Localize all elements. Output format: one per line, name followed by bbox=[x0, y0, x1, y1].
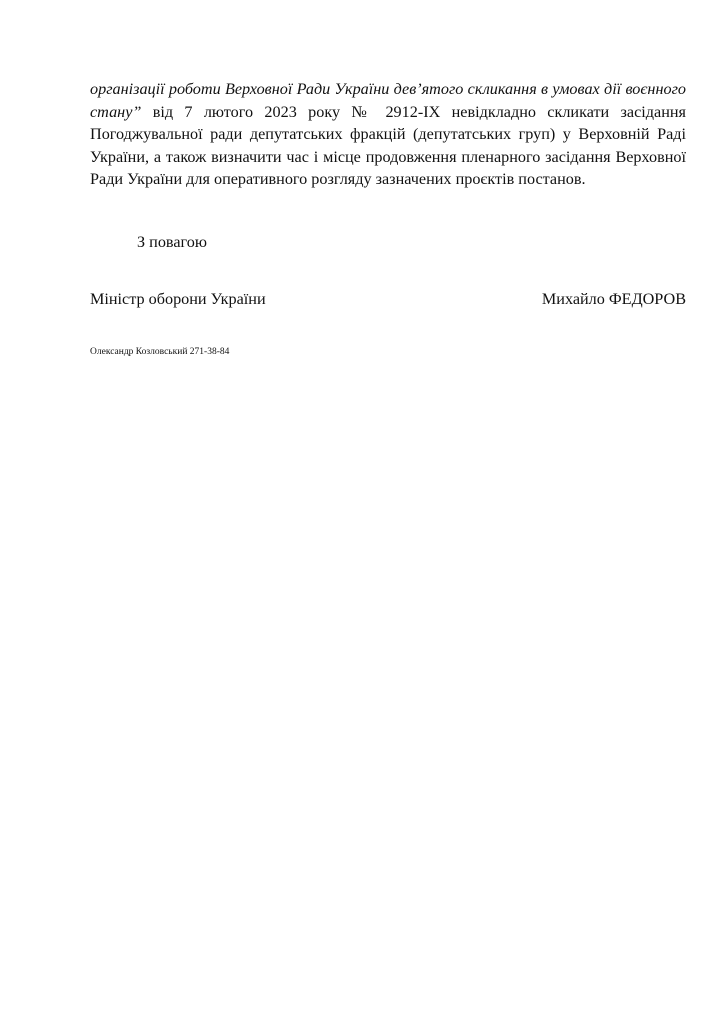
resolution-title-italic: організації роботи Верховної Ради України дев’ятого скликання в умовах дії воєнного стану” bbox=[90, 80, 686, 121]
letter-body-paragraph bbox=[90, 78, 686, 191]
closing-phrase: З повагою bbox=[137, 233, 207, 251]
signatory-position: Міністр оборони України bbox=[90, 290, 266, 308]
signature-block bbox=[90, 289, 686, 309]
executor-contact: Олександр Козловський 271-38-84 bbox=[90, 347, 230, 357]
signatory-name: Михайло ФЕДОРОВ bbox=[541, 290, 686, 308]
paragraph-regular-text: від 7 лютого 2023 року № 2912-IX невідкладно скликати засідання Погоджувальної ради депутатських фракцій (депутатських груп) у Верховній Раді України, а також визначити час і місце продовження пленарного засідання Верховної Ради України для оперативного розгляду зазначених проєктів постанов. bbox=[90, 102, 686, 188]
